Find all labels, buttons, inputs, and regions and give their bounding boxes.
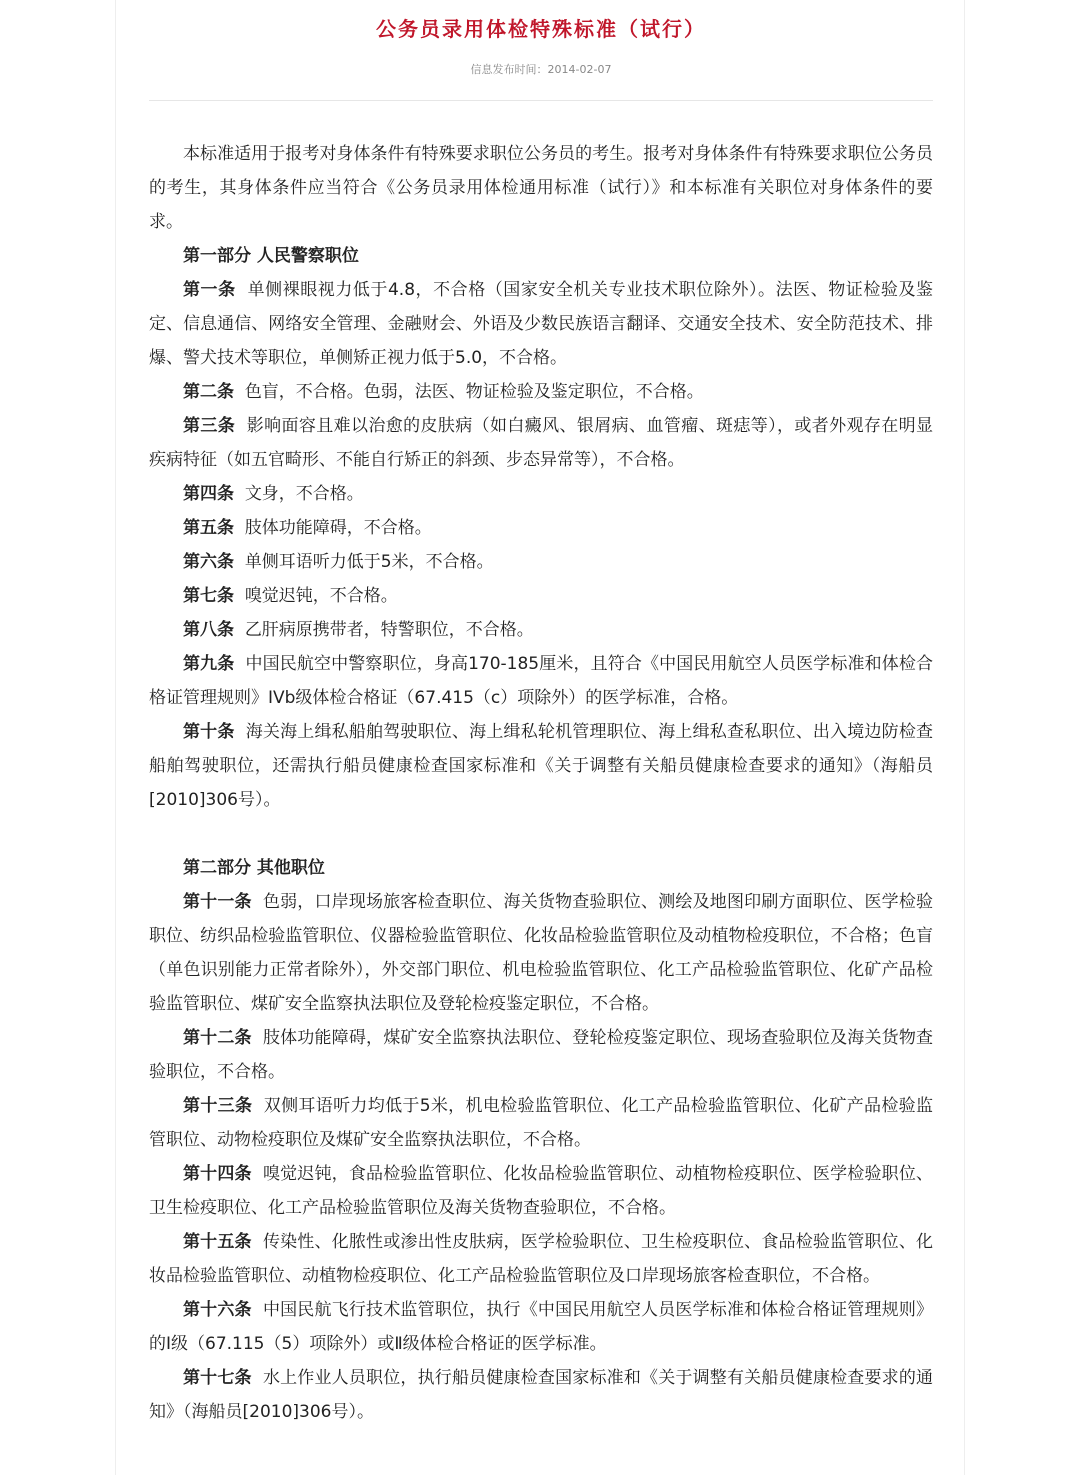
article-label: 第十二条	[183, 1028, 252, 1048]
article-text: 传染性、化脓性或渗出性皮肤病，医学检验职位、卫生检疫职位、食品检验监管职位、化妆品检验监管职位、动植物检疫职位、化工产品检验监管职位及口岸现场旅客检查职位，不合格。	[149, 1232, 934, 1286]
article-item	[149, 545, 933, 579]
article-label: 第十七条	[183, 1368, 252, 1388]
article-label: 第六条	[183, 552, 234, 572]
publish-date: 信息发布时间：2014-02-07	[470, 63, 612, 76]
article-item	[149, 1225, 933, 1293]
article-label: 第十六条	[183, 1300, 252, 1320]
right-border	[964, 0, 965, 1475]
divider	[149, 100, 933, 101]
article-text: 影响面容且难以治愈的皮肤病（如白癜风、银屑病、血管瘤、斑痣等），或者外观存在明显疾病特征（如五官畸形、不能自行矫正的斜颈、步态异常等），不合格。	[149, 416, 934, 470]
article-label: 第五条	[183, 518, 234, 538]
article-text: 嗅觉迟钝，食品检验监管职位、化妆品检验监管职位、动植物检疫职位、医学检验职位、卫生检疫职位、化工产品检验监管职位及海关货物查验职位，不合格。	[149, 1164, 934, 1218]
article-text: 双侧耳语听力均低于5米，机电检验监管职位、化工产品检验监管职位、化矿产品检验监管职位、动物检疫职位及煤矿安全监察执法职位，不合格。	[149, 1096, 933, 1150]
article-text: 嗅觉迟钝，不合格。	[244, 586, 398, 606]
article-text: 肢体功能障碍，不合格。	[244, 518, 432, 538]
left-border	[115, 0, 116, 1475]
article-text: 乙肝病原携带者，特警职位，不合格。	[244, 620, 534, 640]
article-label: 第三条	[183, 416, 236, 436]
article-label: 第八条	[183, 620, 234, 640]
article-text: 色弱，口岸现场旅客检查职位、海关货物查验职位、测绘及地图印刷方面职位、医学检验职位、纺织品检验监管职位、仪器检验监管职位、化妆品检验监管职位及动植物检疫职位，不合格；色盲（单色识别能力正常者除外），外交部门职位、机电检验监管职位、化工产品检验监管职位、化矿产品检验监管职位、煤矿安全监察执法职位及登轮检疫鉴定职位，不合格。	[149, 892, 934, 1014]
article-label: 第七条	[183, 586, 234, 606]
article-item	[149, 715, 933, 817]
article-text: 单侧裸眼视力低于4.8，不合格（国家安全机关专业技术职位除外）。法医、物证检验及鉴定、信息通信、网络安全管理、金融财会、外语及少数民族语言翻译、交通安全技术、安全防范技术、排爆、警犬技术等职位，单侧矫正视力低于5.0，不合格。	[149, 280, 934, 368]
article-item	[149, 409, 933, 477]
article-item	[149, 647, 933, 715]
article-text: 色盲，不合格。色弱，法医、物证检验及鉴定职位，不合格。	[244, 382, 704, 402]
article-item	[149, 375, 933, 409]
article-label: 第十一条	[183, 892, 252, 912]
article-item	[149, 511, 933, 545]
article-label: 第十三条	[183, 1096, 253, 1116]
article-title: 公务员录用体检特殊标准（试行）	[376, 17, 706, 41]
article-item	[149, 1089, 933, 1157]
article-item	[149, 885, 933, 1021]
article	[149, 0, 933, 1429]
intro-paragraph: 本标准适用于报考对身体条件有特殊要求职位公务员的考生。报考对身体条件有特殊要求职位公务员的考生，其身体条件应当符合《公务员录用体检通用标准（试行）》和本标准有关职位对身体条件的要求。	[149, 144, 933, 232]
article-label: 第九条	[183, 654, 235, 674]
article-item	[149, 1021, 933, 1089]
part1-heading: 第一部分 人民警察职位	[183, 246, 359, 266]
article-label: 第一条	[183, 280, 236, 300]
article-item	[149, 579, 933, 613]
article-text: 文身，不合格。	[244, 484, 364, 504]
article-label: 第十四条	[183, 1164, 252, 1184]
article-item	[149, 1361, 933, 1429]
article-text: 海关海上缉私船舶驾驶职位、海上缉私轮机管理职位、海上缉私查私职位、出入境边防检查船舶驾驶职位，还需执行船员健康检查国家标准和《关于调整有关船员健康检查要求的通知》（海船员[2010]306号）。	[149, 722, 934, 810]
section-gap	[149, 817, 933, 851]
article-label: 第二条	[183, 382, 234, 402]
article-label: 第十五条	[183, 1232, 252, 1252]
article-body	[149, 137, 933, 1429]
article-item	[149, 613, 933, 647]
part2-heading: 第二部分 其他职位	[183, 858, 325, 878]
article-text: 水上作业人员职位，执行船员健康检查国家标准和《关于调整有关船员健康检查要求的通知》（海船员[2010]306号）。	[149, 1368, 934, 1422]
article-text: 单侧耳语听力低于5米，不合格。	[244, 552, 494, 572]
article-item	[149, 1157, 933, 1225]
article-text: 中国民航空中警察职位，身高170-185厘米，且符合《中国民用航空人员医学标准和体检合格证管理规则》IVb级体检合格证（67.415（c）项除外）的医学标准，合格。	[149, 654, 934, 708]
article-label: 第十条	[183, 722, 235, 742]
article-item	[149, 1293, 933, 1361]
article-item	[149, 273, 933, 375]
article-label: 第四条	[183, 484, 234, 504]
article-text: 中国民航飞行技术监管职位，执行《中国民用航空人员医学标准和体检合格证管理规则》的Ⅰ级（67.115（5）项除外）或Ⅱ级体检合格证的医学标准。	[149, 1300, 934, 1354]
article-item	[149, 477, 933, 511]
article-text: 肢体功能障碍，煤矿安全监察执法职位、登轮检疫鉴定职位、现场查验职位及海关货物查验职位，不合格。	[149, 1028, 934, 1082]
